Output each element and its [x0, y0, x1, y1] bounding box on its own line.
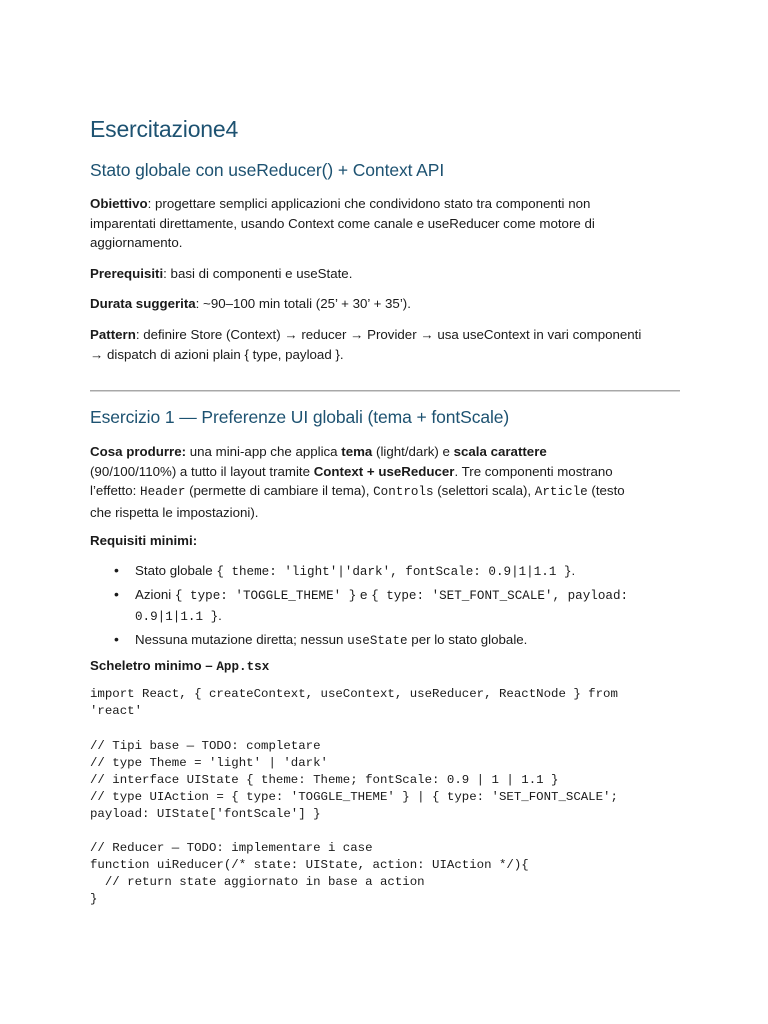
exercise1-heading: Esercizio 1 — Preferenze UI globali (tema + fontScale)	[90, 407, 510, 427]
bullet-code: 0.9|1|1.1 }	[135, 610, 219, 624]
bullet-text: .	[571, 563, 576, 578]
exercise1-description	[90, 442, 680, 522]
produce-bold-context: Context + useReducer	[313, 463, 455, 479]
produce-text: (selettori scala),	[433, 483, 535, 498]
list-item	[90, 561, 680, 582]
produce-text: (90/100/110%) a tutto il layout tramite	[90, 463, 314, 479]
bullet-code: { type: 'TOGGLE_THEME' }	[174, 589, 357, 603]
bullet-text: Azioni	[135, 587, 175, 602]
duration-text: : ~90–100 min totali (25’ + 30’ + 35’).	[195, 296, 411, 311]
bullet-text: .	[218, 608, 222, 623]
prerequisites-text: : basi di componenti e useState.	[163, 266, 353, 281]
produce-text: che rispetta le impostazioni).	[90, 504, 259, 520]
objective-paragraph	[90, 194, 680, 253]
skeleton-label: Scheletro minimo –	[90, 658, 217, 673]
objective-text-line2: imparentati direttamente, usando Context come canale e useReducer come motore di	[90, 215, 595, 231]
code-controls: Controls	[373, 485, 434, 499]
duration-paragraph	[90, 294, 680, 314]
bullet-code: { theme: 'light'|'dark', fontScale: 0.9|1|1.1 }	[216, 565, 572, 579]
code-article: Article	[534, 485, 588, 499]
requirements-list	[90, 561, 680, 654]
bullet-text: Stato globale	[135, 563, 217, 578]
document-title: Esercitazione4	[90, 116, 239, 142]
produce-bold-scale: scala carattere	[453, 444, 547, 459]
document-subtitle: Stato globale con useReducer() + Context API	[90, 160, 445, 180]
code-block-reducer: // Reducer — TODO: implementare i case function uiReducer(/* state: UIState, action: UIAction */){ // return state aggiornato in base a action }	[90, 841, 529, 906]
pattern-text-line2: → dispatch di azioni plain { type, payload }.	[90, 346, 344, 362]
pattern-text-line1: : definire Store (Context) → reducer → Provider → usa useContext in vari componenti	[135, 327, 642, 342]
skeleton-heading	[90, 656, 680, 678]
bullet-text: per lo stato globale.	[407, 632, 528, 647]
objective-text-line1: : progettare semplici applicazioni che condividono stato tra componenti non	[147, 196, 591, 211]
pattern-paragraph	[90, 325, 680, 364]
objective-label: Obiettivo	[90, 196, 148, 211]
produce-text: l’effetto:	[90, 483, 141, 498]
pattern-label: Pattern	[90, 327, 136, 342]
bullet-code: { type: 'SET_FONT_SCALE', payload:	[371, 589, 629, 603]
list-item	[90, 630, 680, 651]
requirements-heading	[90, 531, 680, 551]
code-header: Header	[140, 485, 186, 499]
produce-text: (testo	[587, 483, 625, 498]
bullet-text: Nessuna mutazione diretta; nessun	[135, 632, 348, 647]
prerequisites-paragraph	[90, 264, 680, 284]
bullet-code: useState	[347, 634, 408, 648]
produce-text: una mini-app che applica	[186, 444, 342, 459]
code-block-imports: import React, { createContext, useContext, useReducer, ReactNode } from 'react'	[90, 687, 618, 718]
code-block-types: // Tipi base — TODO: completare // type Theme = 'light' | 'dark' // interface UIState { theme: Theme; fontScale: 0.9 | 1 | 1.1 } // type UIAction = { type: 'TOGGLE_THEME' } | { type: 'SET_FONT_SCALE'; payload: UIState['fontScale'] }	[90, 739, 618, 821]
list-item	[90, 585, 680, 627]
produce-text: (light/dark) e	[372, 444, 454, 459]
produce-bold-theme: tema	[341, 444, 373, 459]
duration-label: Durata suggerita	[90, 296, 196, 311]
produce-label: Cosa produrre:	[90, 444, 187, 459]
prerequisites-label: Prerequisiti	[90, 266, 164, 281]
produce-text: . Tre componenti mostrano	[454, 463, 613, 479]
produce-text: (permette di cambiare il tema),	[185, 483, 374, 498]
bullet-text: e	[356, 587, 372, 602]
objective-text-line3: aggiornamento.	[90, 235, 183, 250]
section-divider	[90, 390, 680, 392]
requirements-label: Requisiti minimi:	[90, 533, 198, 548]
skeleton-filename: App.tsx	[216, 660, 270, 674]
